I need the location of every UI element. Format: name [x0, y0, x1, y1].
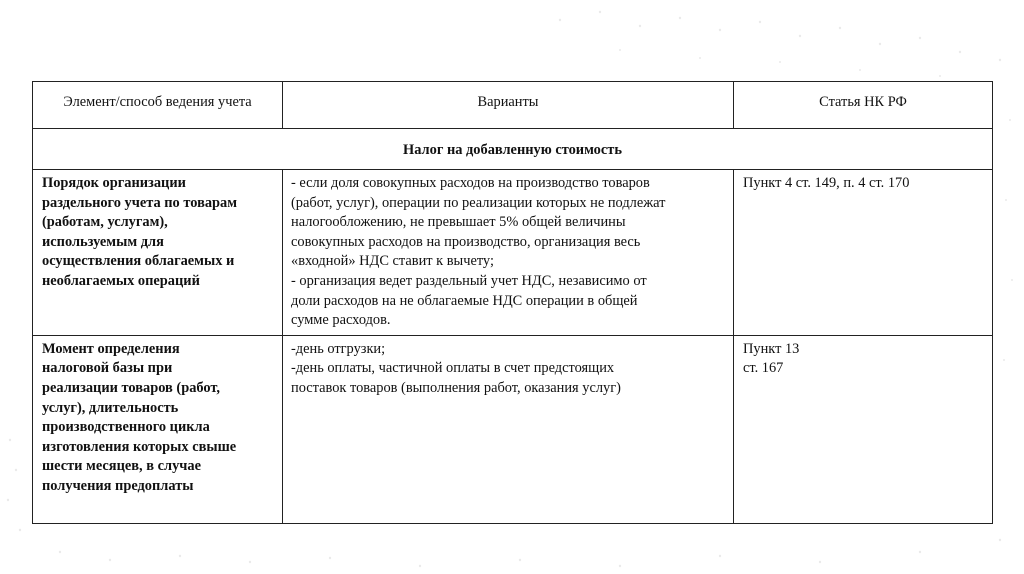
- row-1-variants-line: (работ, услуг), операции по реализации которых не подлежат: [291, 194, 666, 211]
- row-1-element-line: Порядок организации: [42, 175, 186, 191]
- column-header-element: Элемент/способ ведения учета: [33, 82, 283, 129]
- section-title: Налог на добавленную стоимость: [33, 129, 993, 170]
- row-2-element: [33, 335, 283, 523]
- row-1-variants-line: сумме расходов.: [291, 312, 391, 329]
- row-1-variants-line: «входной» НДС ставит к вычету;: [291, 253, 494, 270]
- tax-accounting-table: [32, 81, 993, 524]
- row-1-element-line: раздельного учета по товарам: [42, 194, 238, 211]
- row-2-element-line: налоговой базы при: [42, 360, 173, 377]
- row-1-element-line: (работам, услугам),: [42, 214, 168, 231]
- row-1-article-line: Пункт 4 ст. 149, п. 4 ст. 170: [743, 175, 910, 191]
- row-2-variants-line: -день отгрузки;: [291, 340, 386, 357]
- row-1-variants: [283, 170, 734, 336]
- table-row: [33, 170, 993, 336]
- row-2-article-line: ст. 167: [743, 360, 784, 377]
- row-2-element-line: Момент определения: [42, 340, 180, 357]
- column-header-variants: Варианты: [283, 82, 734, 129]
- row-2-element-line: реализации товаров (работ,: [42, 379, 221, 396]
- row-2-element-line: шести месяцев, в случае: [42, 458, 201, 475]
- row-1-variants-line: доли расходов на не облагаемые НДС операции в общей: [291, 292, 638, 309]
- row-2-element-line: получения предоплаты: [42, 477, 194, 494]
- row-2-element-line: услуг), длительность: [42, 399, 179, 416]
- row-1-variants-line: - если доля совокупных расходов на производство товаров: [291, 175, 650, 191]
- row-2-article-line: Пункт 13: [743, 340, 800, 357]
- header-row: [33, 82, 993, 129]
- row-2-variants: [283, 335, 734, 523]
- section-row: [33, 129, 993, 170]
- row-1-variants-line: совокупных расходов на производство, организация весь: [291, 233, 641, 250]
- table-row: [33, 335, 993, 523]
- row-2-variants-line: поставок товаров (выполнения работ, оказания услуг): [291, 379, 621, 396]
- row-1-variants-line: - организация ведет раздельный учет НДС, независимо от: [291, 272, 647, 289]
- row-1-element-line: необлагаемых операций: [42, 272, 200, 289]
- row-2-variants-line: -день оплаты, частичной оплаты в счет предстоящих: [291, 360, 615, 377]
- row-2-article: [734, 335, 993, 523]
- row-1-variants-line: налогообложению, не превышает 5% общей величины: [291, 214, 626, 231]
- row-2-element-line: производственного цикла: [42, 419, 210, 436]
- row-2-element-line: изготовления которых свыше: [42, 438, 237, 455]
- column-header-article: Статья НК РФ: [734, 82, 993, 129]
- row-1-element: [33, 170, 283, 336]
- row-1-element-line: используемым для: [42, 233, 164, 250]
- row-1-element-line: осуществления облагаемых и: [42, 253, 235, 270]
- row-1-article: [734, 170, 993, 336]
